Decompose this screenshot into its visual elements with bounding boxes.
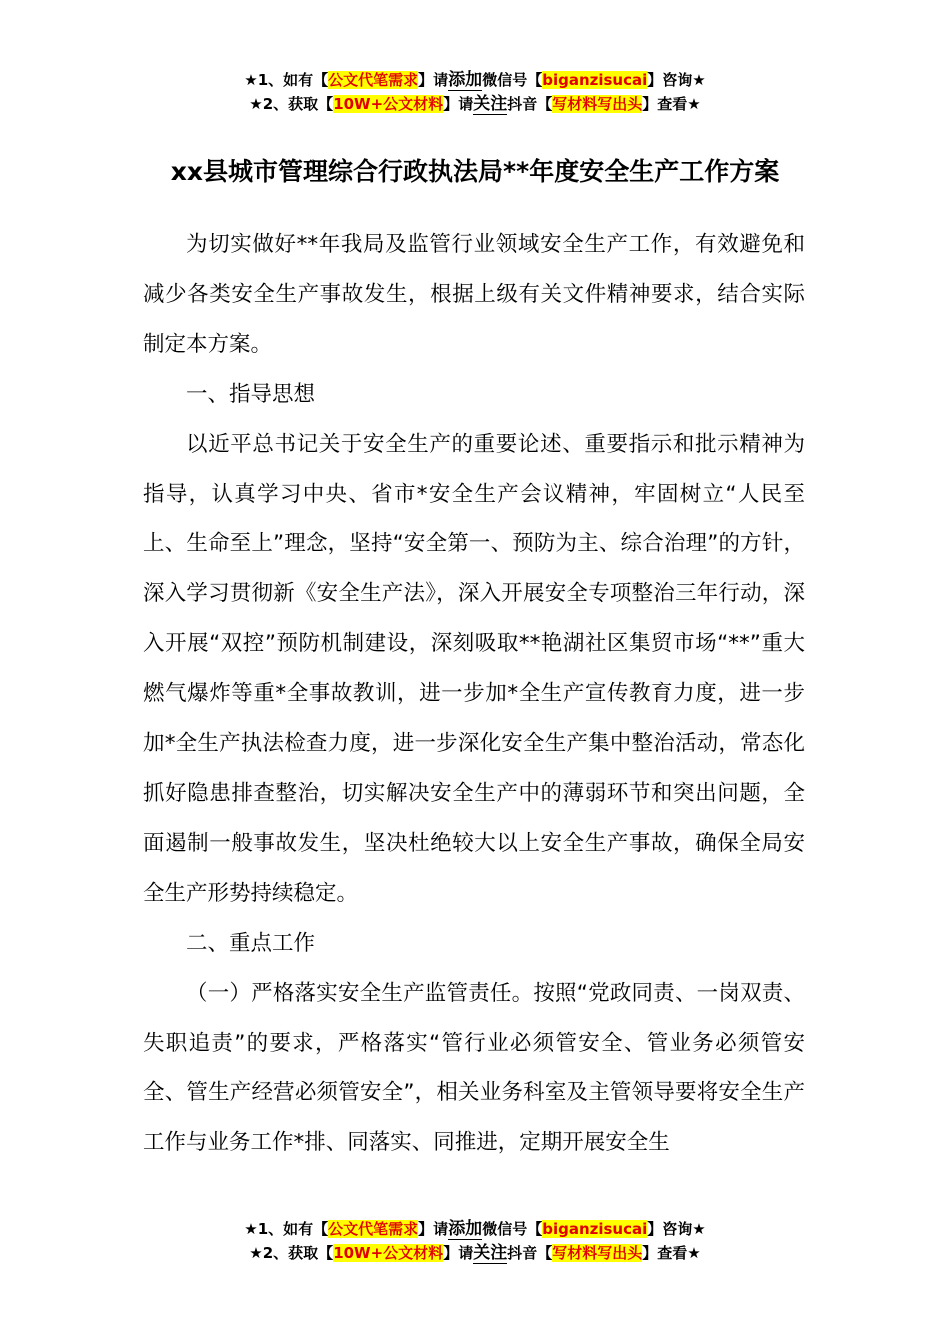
section-heading: 一、指导思想 [186, 381, 316, 407]
banner-text: ★2、获取【 [249, 95, 334, 113]
banner-text: 抖音【 [507, 1244, 553, 1262]
banner-emphasis: 关注 [473, 1243, 508, 1263]
banner-text: 微信号【 [482, 71, 543, 89]
body-paragraph: 以近平总书记关于安全生产的重要论述、重要指示和批示精神为指导，认真学习中央、省市*安全生产会议精神，牢固树立“人民至上、生命至上”理念，坚持“安全第一、预防为主、综合治理”的方针，深入学习贯彻新《安全生产法》，深入开展安全专项整治三年行动，深入开展“双控”预防机制建设，深刻吸取**艳湖社区集贸市场“**”重大燃气爆炸等重*全事故教训，进一步加*全生产宣传教育力度，进一步加*全生产执法检查力度，进一步深化安全生产集中整治活动，常态化抓好隐患排查整治，切实解决安全生产中的薄弱环节和突出问题，全面遏制一般事故发生，坚决杜绝较大以上安全生产事故，确保全局安全生产形势持续稳定。 [143, 431, 805, 906]
banner-highlight: 公文代笔需求 [328, 1220, 419, 1238]
banner-text: 】查看★ [642, 1244, 701, 1262]
banner-emphasis: 添加 [448, 1219, 483, 1239]
banner-text: 】咨询★ [647, 71, 706, 89]
document-body [143, 220, 805, 1168]
banner-highlight: 写材料写出头 [552, 95, 643, 113]
footer-banner [0, 1217, 950, 1265]
banner-text: 】请 [418, 1220, 449, 1238]
banner-text: 】查看★ [642, 95, 701, 113]
banner-emphasis: 关注 [473, 94, 508, 114]
document-title: xx县城市管理综合行政执法局**年度安全生产工作方案 [170, 157, 780, 186]
banner-text: ★1、如有【 [244, 1220, 329, 1238]
banner-text: ★2、获取【 [249, 1244, 334, 1262]
banner-line-1 [0, 68, 950, 92]
banner-text: 微信号【 [482, 1220, 543, 1238]
banner-highlight: 公文代笔需求 [328, 71, 419, 89]
banner-highlight: biganzisucai [542, 1220, 648, 1238]
banner-highlight: biganzisucai [542, 71, 648, 89]
banner-text: 】请 [418, 71, 449, 89]
banner-highlight: 写材料写出头 [552, 1244, 643, 1262]
banner-text: 抖音【 [507, 95, 553, 113]
banner-text: ★1、如有【 [244, 71, 329, 89]
banner-highlight: 10W+公文材料 [333, 1244, 444, 1262]
header-banner [0, 68, 950, 116]
banner-text: 】请 [443, 1244, 474, 1262]
banner-line-2 [0, 92, 950, 116]
section-heading: 二、重点工作 [186, 930, 316, 956]
banner-text: 】咨询★ [647, 1220, 706, 1238]
intro-paragraph: 为切实做好**年我局及监管行业领域安全生产工作，有效避免和减少各类安全生产事故发生，根据上级有关文件精神要求，结合实际制定本方案。 [143, 232, 805, 357]
banner-line-2 [0, 1241, 950, 1265]
banner-emphasis: 添加 [448, 70, 483, 90]
body-paragraph: （一）严格落实安全生产监管责任。按照“党政同责、一岗双责、失职追责”的要求，严格落实“管行业必须管安全、管业务必须管安全、管生产经营必须管安全”，相关业务科室及主管领导要将安全生产工作与业务工作*排、同落实、同推进，定期开展安全生 [143, 980, 805, 1156]
banner-text: 】请 [443, 95, 474, 113]
banner-highlight: 10W+公文材料 [333, 95, 444, 113]
banner-line-1 [0, 1217, 950, 1241]
